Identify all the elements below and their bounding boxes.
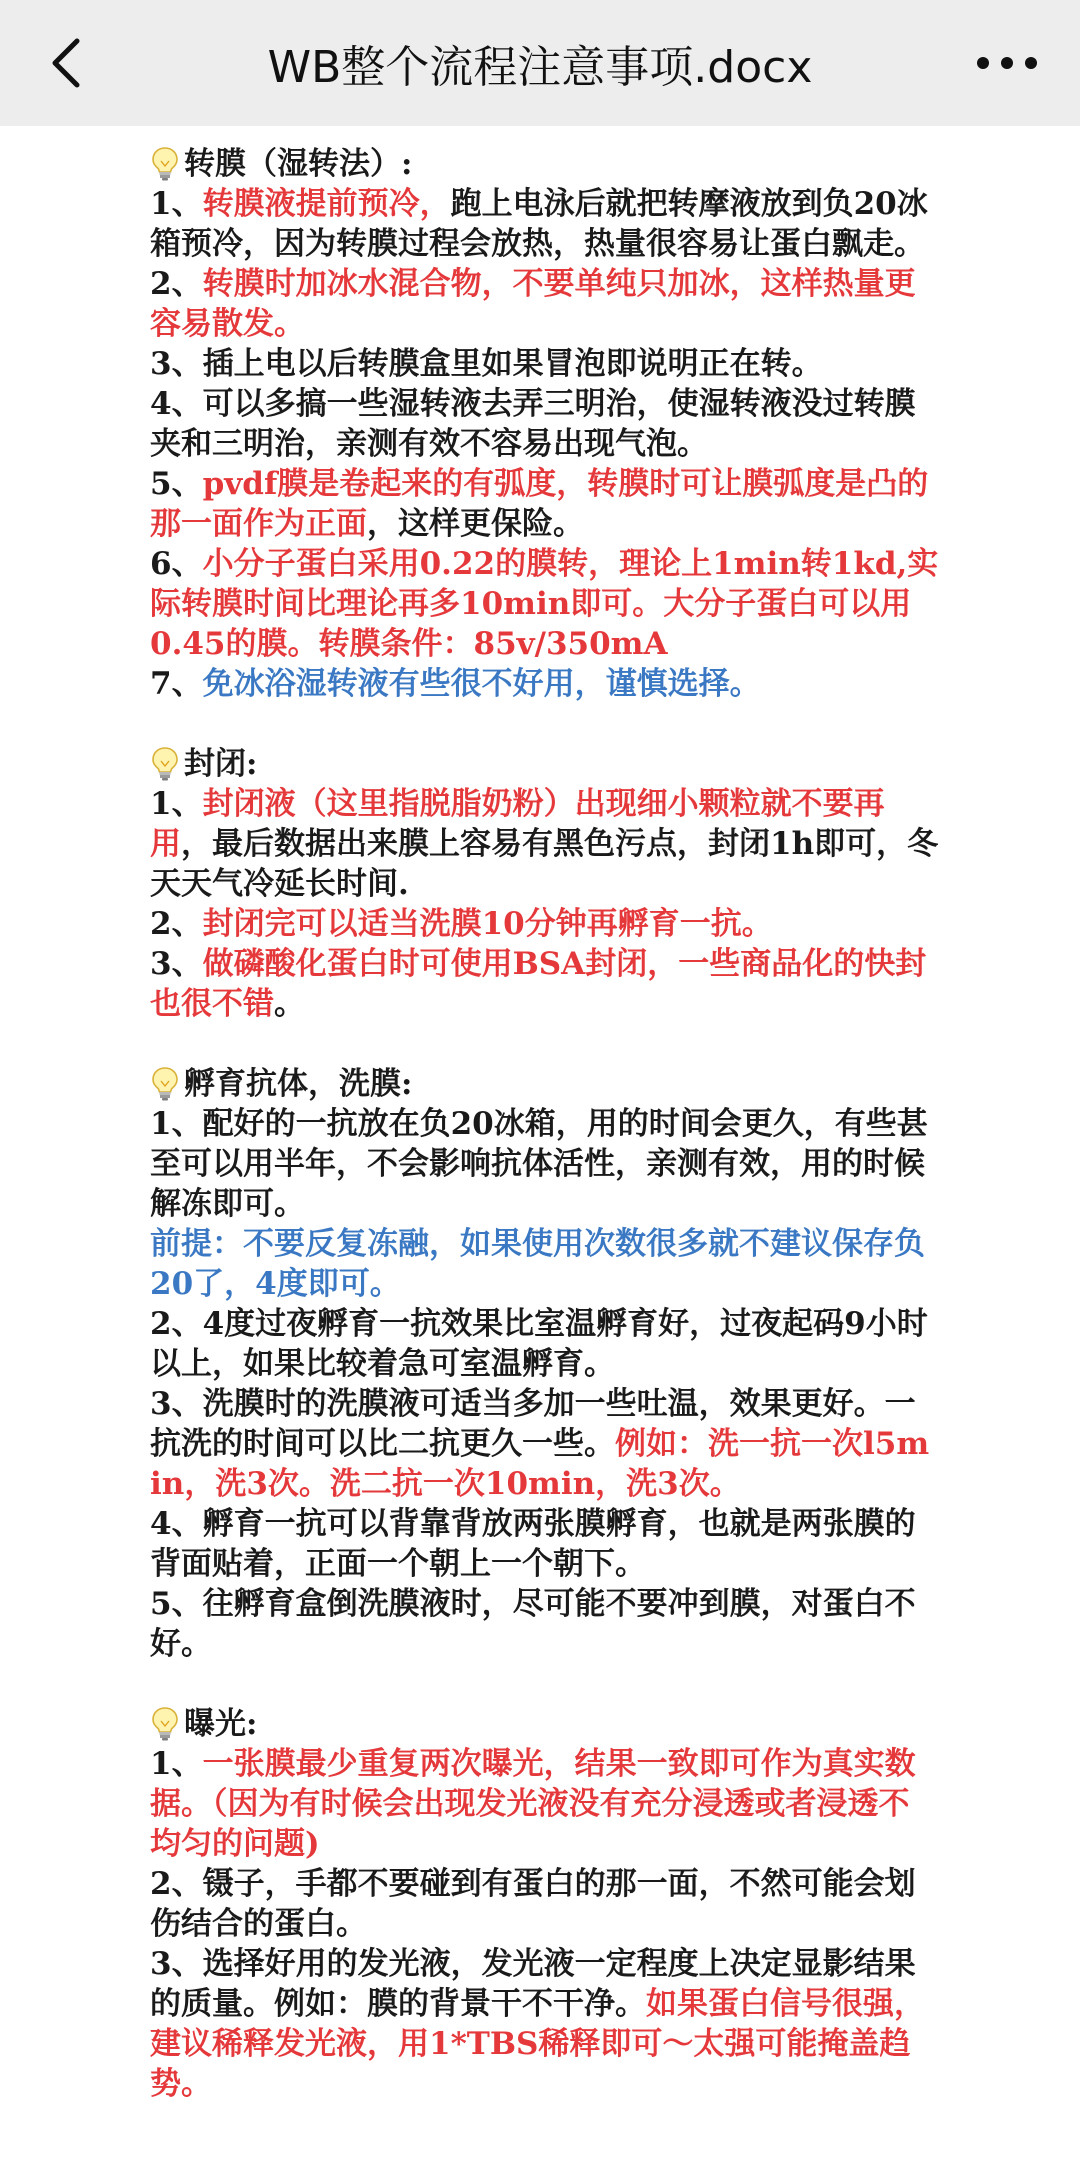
item-highlight-text: 前提：不要反复冻融，如果使用次数很多就不建议保存负20了，4度即可。 <box>150 1226 925 1302</box>
section-heading <box>150 744 940 784</box>
item-highlight-text: 封闭完可以适当洗膜10分钟再孵育一抗。 <box>202 906 773 942</box>
item-text: 1、配好的一抗放在负20冰箱，用的时间会更久，有些甚至可以用半年，不会影响抗体活性，亲测有效，用的时候解冻即可。 <box>150 1106 928 1222</box>
item-text: 7、 <box>150 666 203 702</box>
list-item <box>150 944 940 1024</box>
list-item <box>150 904 940 944</box>
item-text: 。 <box>274 986 305 1022</box>
section-heading <box>150 1064 940 1104</box>
section <box>150 744 940 1024</box>
item-highlight-text: 免冰浴湿转液有些很不好用，谨慎选择。 <box>202 666 761 702</box>
item-text: 1、 <box>150 786 203 822</box>
item-text: 3、 <box>150 946 203 982</box>
item-text: 2、 <box>150 266 203 302</box>
list-item <box>150 1104 940 1224</box>
item-highlight-text: 转膜时加冰水混合物，不要单纯只加冰，这样热量更容易散发。 <box>150 266 916 342</box>
item-text: 跑上电泳后就把转摩液放到负20冰箱预冷，因为转膜过程会放热，热量很容易让蛋白飘走。 <box>150 186 928 262</box>
item-text: 2、4度过夜孵育一抗效果比室温孵育好，过夜起码9小时以上，如果比较着急可室温孵育。 <box>150 1306 928 1382</box>
list-item <box>150 1384 940 1504</box>
light-bulb-icon <box>150 1705 180 1743</box>
list-item <box>150 1944 940 2104</box>
list-item <box>150 1504 940 1584</box>
item-text: 6、 <box>150 546 203 582</box>
item-text: 3、选择好用的发光液，发光液一定程度上决定显影结果的质量。例如：膜的背景干不干净。 <box>150 1946 916 2022</box>
section-heading <box>150 144 940 184</box>
item-highlight-text: 封闭液（这里指脱脂奶粉）出现细小颗粒就不要再用 <box>150 786 885 862</box>
item-text: 3、洗膜时的洗膜液可适当多加一些吐温，效果更好。一抗洗的时间可以比二抗更久一些。 <box>150 1386 916 1462</box>
list-item <box>150 344 940 384</box>
item-text: 3、插上电以后转膜盒里如果冒泡即说明正在转。 <box>150 346 823 382</box>
list-item <box>150 544 940 664</box>
item-text: 2、 <box>150 906 203 942</box>
light-bulb-icon <box>150 145 180 183</box>
item-highlight-text: 做磷酸化蛋白时可使用BSA封闭，一些商品化的快封也很不错 <box>150 946 927 1022</box>
list-item <box>150 464 940 544</box>
document-title: WB整个流程注意事项.docx <box>267 42 813 93</box>
item-highlight-text: 如果蛋白信号很强，建议稀释发光液，用1*TBS稀释即可～太强可能掩盖趋势。 <box>150 1986 925 2102</box>
list-item <box>150 1224 940 1304</box>
item-highlight-text: 一张膜最少重复两次曝光，结果一致即可作为真实数据。（因为有时候会出现发光液没有充分浸透或者浸透不均匀的问题) <box>150 1746 916 1862</box>
light-bulb-icon <box>150 745 180 783</box>
light-bulb-icon <box>150 1065 180 1103</box>
item-text: ，这样更保险。 <box>367 506 584 542</box>
section <box>150 1704 940 2104</box>
more-dots-icon <box>976 56 1038 70</box>
list-item <box>150 264 940 344</box>
section <box>150 144 940 704</box>
item-text: 2、镊子，手都不要碰到有蛋白的那一面，不然可能会划伤结合的蛋白。 <box>150 1866 916 1942</box>
item-highlight-text: 例如：洗一抗一次l5min，洗3次。洗二抗一次10min，洗3次。 <box>150 1426 930 1502</box>
item-highlight-text: 小分子蛋白采用0.22的膜转，理论上1min转1kd,实际转膜时间比理论再多10min即可。大分子蛋白可以用0.45的膜。转膜条件：85v/350mA <box>150 546 939 662</box>
back-arrow-icon <box>49 37 83 89</box>
item-text: 1、 <box>150 186 203 222</box>
list-item <box>150 784 940 904</box>
item-text: ，最后数据出来膜上容易有黑色污点，封闭1h即可，冬天天气冷延长时间. <box>150 826 939 902</box>
item-text: 1、 <box>150 1746 203 1782</box>
section-heading-text: 转膜（湿转法）: <box>184 146 413 182</box>
section-heading-text: 封闭: <box>184 746 258 782</box>
top-navigation-bar <box>0 0 1080 126</box>
item-highlight-text: 转膜液提前预冷， <box>202 186 451 222</box>
back-button[interactable] <box>36 33 96 93</box>
list-item <box>150 384 940 464</box>
section-heading <box>150 1704 940 1744</box>
more-options-button[interactable] <box>972 33 1042 93</box>
item-text: 4、孵育一抗可以背靠背放两张膜孵育，也就是两张膜的背面贴着，正面一个朝上一个朝下。 <box>150 1506 916 1582</box>
item-text: 5、往孵育盒倒洗膜液时，尽可能不要冲到膜，对蛋白不好。 <box>150 1586 916 1662</box>
section-heading-text: 曝光: <box>184 1706 258 1742</box>
list-item <box>150 184 940 264</box>
item-highlight-text: pvdf膜是卷起来的有弧度，转膜时可让膜弧度是凸的那一面作为正面 <box>150 466 929 542</box>
list-item <box>150 1304 940 1384</box>
item-text: 4、可以多搞一些湿转液去弄三明治，使湿转液没过转膜夹和三明治，亲测有效不容易出现气泡。 <box>150 386 916 462</box>
section-heading-text: 孵育抗体，洗膜: <box>184 1066 413 1102</box>
list-item <box>150 1584 940 1664</box>
item-text: 5、 <box>150 466 203 502</box>
list-item <box>150 1744 940 1864</box>
document-content <box>150 144 940 2144</box>
section <box>150 1064 940 1664</box>
list-item <box>150 1864 940 1944</box>
list-item <box>150 664 940 704</box>
